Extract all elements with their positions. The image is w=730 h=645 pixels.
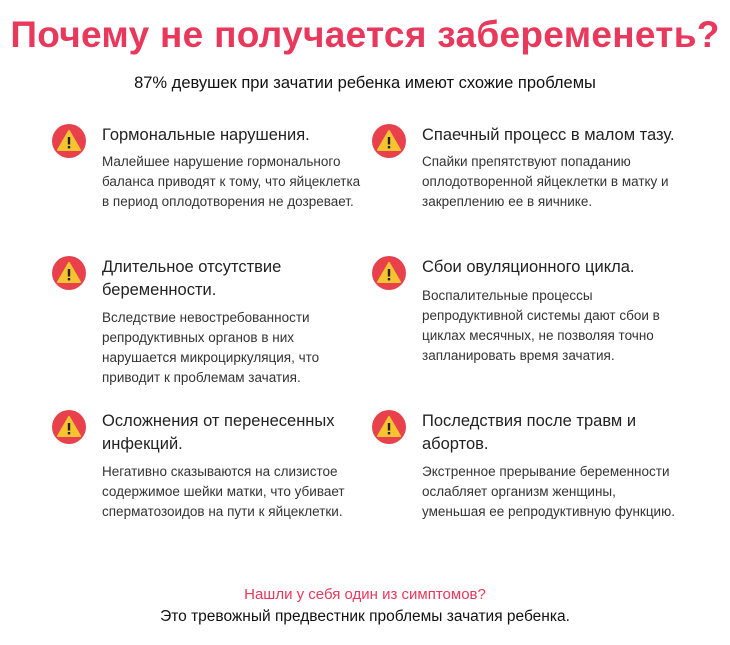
warning-icon [372,124,406,158]
problem-title: Осложнения от перенесенных инфекций. [102,412,335,453]
problem-description: Воспалительные процессы репродуктивной системы дают сбои в циклах месячных, не позволяя точно запланировать время зачатия. [422,288,660,363]
problem-description: Спайки препятствуют попаданию оплодотворенной яйцеклетки в матку и закреплению ее в яичнике. [422,154,669,209]
problem-title: Длительное отсутствие беременности. [102,258,282,299]
footer-question: Нашли у себя один из симптомов? [244,586,486,603]
problem-description: Вследствие невостребованности репродуктивных органов в них нарушается микроциркуляция, что приводит к проблемам зачатия. [102,310,320,385]
problem-title: Спаечный процесс в малом тазу. [422,126,675,144]
problem-description: Экстренное прерывание беременности ослабляет организм женщины, уменьшая ее репродуктивную функцию. [422,464,675,519]
warning-icon [52,410,86,444]
warning-icon [372,256,406,290]
warning-icon [52,124,86,158]
warning-icon [52,256,86,290]
problem-title: Сбои овуляционного цикла. [422,258,635,276]
page-subtitle: 87% девушек при зачатии ребенка имеют схожие проблемы [134,74,596,92]
problem-title: Гормональные нарушения. [102,126,310,144]
problem-description: Негативно сказываются на слизистое содержимое шейки матки, что убивает сперматозоидов на пути к яйцеклетки. [102,464,345,519]
warning-icon [372,410,406,444]
page-title: Почему не получается забеременеть? [10,14,720,55]
problem-title: Последствия после травм и абортов. [422,412,637,453]
problem-description: Малейшее нарушение гормонального баланса приводят к тому, что яйцеклетка в период оплодотворения не дозревает. [102,154,361,209]
footer-text: Это тревожный предвестник проблемы зачатия ребенка. [160,608,570,625]
